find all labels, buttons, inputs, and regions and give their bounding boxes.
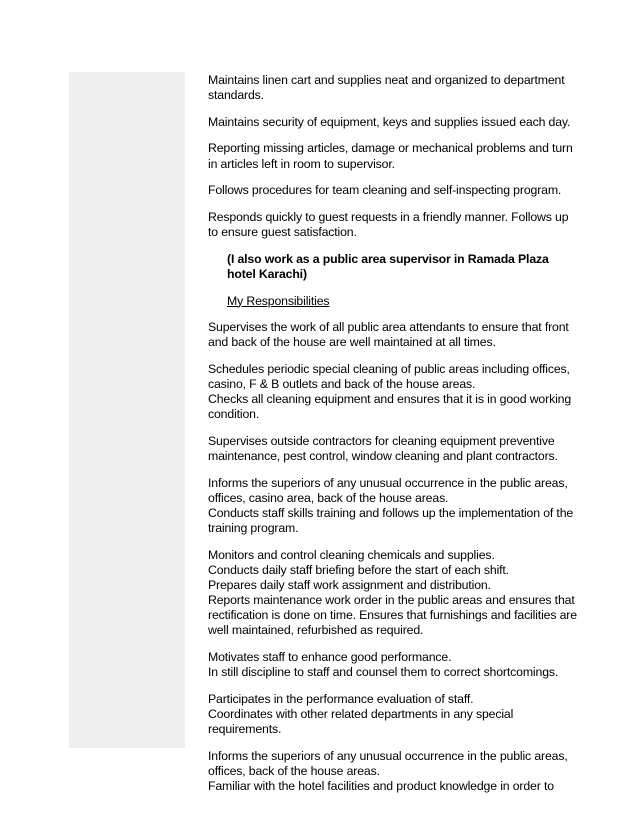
text-line: Conducts daily staff briefing before the start of each shift.: [208, 562, 509, 577]
text-line: casino, F & B outlets and back of the house areas.: [208, 377, 476, 392]
text-line: rectification is done on time. Ensures that furnishings and facilities are: [208, 608, 577, 623]
left-sidebar-panel: [69, 72, 185, 748]
paragraph-performance-evaluation: [208, 692, 568, 737]
text-line: Reports maintenance work order in the public areas and ensures that: [208, 592, 575, 607]
paragraph-motivates-staff: [208, 650, 568, 680]
section-heading: [208, 294, 568, 309]
text-line: Participates in the performance evaluation of staff.: [208, 691, 474, 706]
text-line: training program.: [208, 521, 299, 535]
text-line: condition.: [208, 407, 260, 422]
responsibilities-heading: My Responsibilities: [227, 293, 330, 308]
paragraph-procedures: [208, 183, 568, 198]
paragraph-informs-superiors: [208, 475, 574, 536]
text-line: Supervises outside contractors for cleaning equipment preventive: [208, 433, 555, 448]
paragraph-contractors: [208, 434, 568, 464]
paragraph-security: [208, 114, 571, 130]
text-line: In still discipline to staff and counsel them to correct shortcomings.: [208, 664, 559, 679]
text-line: Responds quickly to guest requests in a friendly manner. Follows up: [208, 209, 569, 224]
text-line: Informs the superiors of any unusual occurrence in the public areas,: [208, 475, 568, 490]
text-line: Maintains security of equipment, keys and supplies issued each day.: [208, 114, 571, 129]
paragraph-linen-cart: [208, 73, 568, 103]
paragraph-supervises-attendants: [208, 320, 568, 350]
text-line: and back of the house are well maintained at all times.: [208, 335, 496, 350]
text-line: Supervises the work of all public area attendants to ensure that front: [208, 320, 569, 335]
text-line: hotel Karachi): [227, 266, 307, 281]
paragraph-reporting: [208, 141, 573, 171]
paragraph-monitors-chemicals: [208, 547, 577, 639]
text-line: Informs the superiors of any unusual occurrence in the public areas,: [208, 748, 568, 763]
text-line: well maintained, refurbished as required.: [208, 623, 424, 638]
text-line: Coordinates with other related departments in any special: [208, 706, 514, 721]
text-line: maintenance, pest control, window cleaning and plant contractors.: [208, 449, 558, 464]
document-body: [208, 73, 577, 805]
text-line: requirements.: [208, 721, 282, 736]
supervisor-note: [208, 252, 568, 282]
paragraph-guest-requests: [208, 210, 568, 240]
text-line: standards.: [208, 88, 264, 103]
text-line: offices, back of the house areas.: [208, 763, 380, 778]
text-line: Monitors and control cleaning chemicals and supplies.: [208, 547, 495, 562]
paragraph-informs-superiors-2: [208, 749, 568, 794]
text-line: Schedules periodic special cleaning of public areas including offices,: [208, 361, 570, 376]
text-line: Reporting missing articles, damage or mechanical problems and turn: [208, 141, 573, 156]
text-line: Conducts staff skills training and follows up the implementation of the: [208, 505, 574, 520]
text-line: offices, casino area, back of the house areas.: [208, 490, 449, 505]
text-line: Follows procedures for team cleaning and self-inspecting program.: [208, 183, 562, 198]
text-line: Checks all cleaning equipment and ensures that it is in good working: [208, 392, 572, 407]
text-line: (I also work as a public area supervisor in Ramada Plaza: [227, 251, 549, 266]
text-line: Motivates staff to enhance good performance.: [208, 649, 452, 664]
text-line: in articles left in room to supervisor.: [208, 156, 395, 171]
text-line: to ensure guest satisfaction.: [208, 225, 357, 240]
paragraph-schedules-cleaning: [208, 361, 572, 422]
text-line: Prepares daily staff work assignment and distribution.: [208, 577, 491, 592]
text-line: Familiar with the hotel facilities and product knowledge in order to: [208, 778, 554, 793]
text-line: Maintains linen cart and supplies neat and organized to department: [208, 73, 565, 87]
